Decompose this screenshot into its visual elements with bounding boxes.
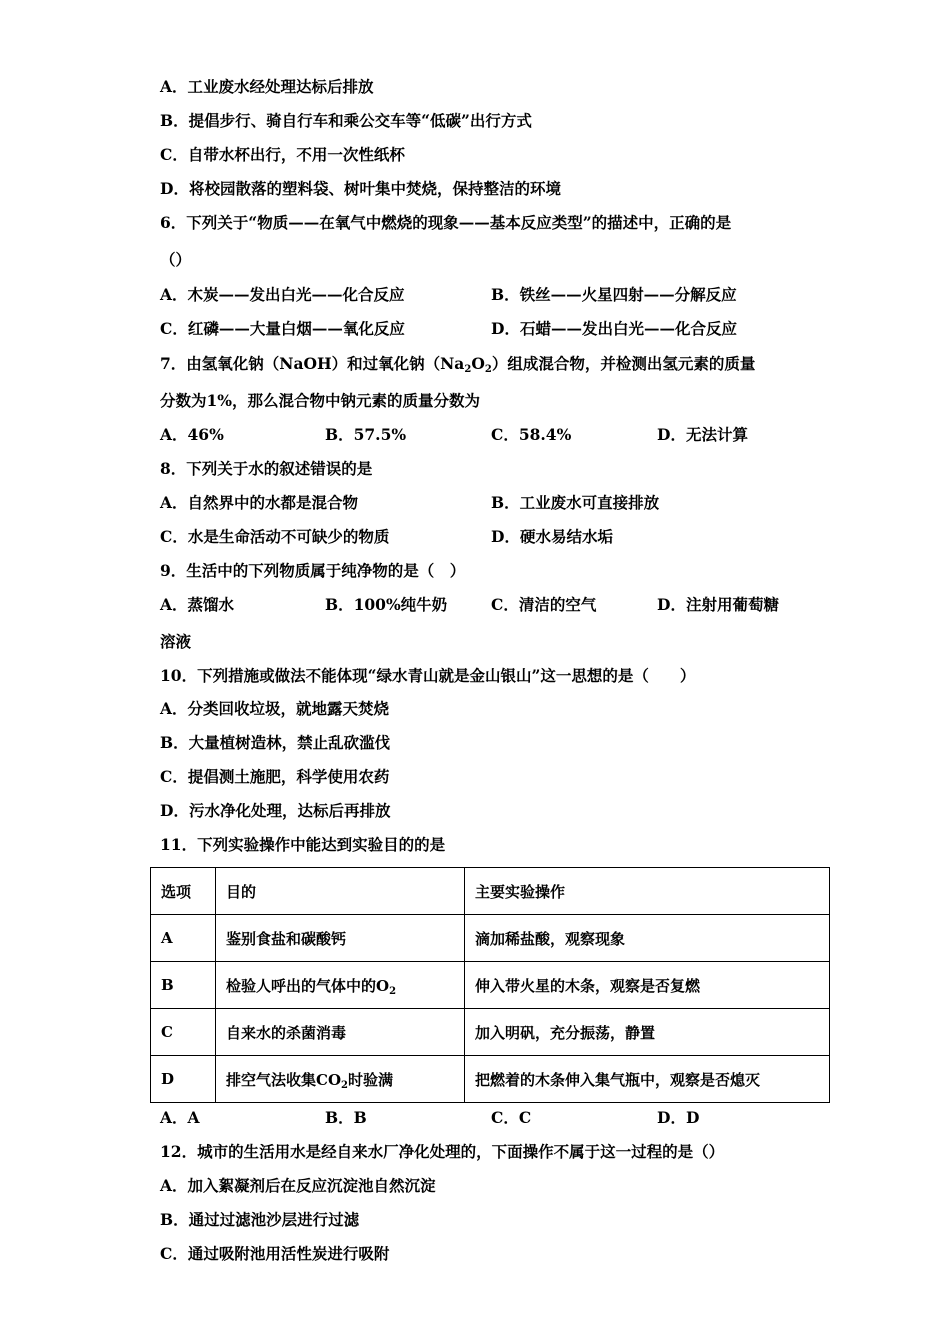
q12-option-c: C．通过吸附池用活性炭进行吸附 [160,1244,390,1263]
q9-option-c: C．清洁的空气 [491,595,597,614]
q11-option-b: B．B [325,1108,367,1127]
q11-stem: 11．下列实验操作中能达到实验目的的是 [160,835,446,854]
q8-option-c: C．水是生命活动不可缺少的物质 [160,527,390,546]
table-cell-option: B [151,962,216,1009]
q10-option-d: D．污水净化处理，达标后再排放 [160,801,391,820]
table-row [151,1009,830,1056]
q7-stem: 7．由氢氧化钠（NaOH）和过氧化钠$(Na_2O_2)$组成混合物，并检测出氢元素的质量 [160,354,756,375]
q6-stem: 6．下列关于“物质——在氧气中燃烧的现象——基本反应类型”的描述中，正确的是 [160,213,732,232]
table-cell-goal: 鉴别食盐和碳酸钙 [216,915,465,962]
q6-option-b: B．铁丝——火星四射——分解反应 [491,285,737,304]
table-row [151,962,830,1009]
q10-option-b: B．大量植树造林，禁止乱砍滥伐 [160,733,391,752]
q12-option-b: B．通过过滤池沙层进行过滤 [160,1210,360,1229]
q8-option-b: B．工业废水可直接排放 [491,493,660,512]
table-header-operation: 主要实验操作 [465,868,830,915]
table-cell-goal: 排空气法收集$CO_2$时验满 [216,1056,465,1103]
q11-option-a: A．A [160,1108,200,1127]
q7-option-c: C．58.4% [491,425,572,444]
q6-option-c: C．红磷——大量白烟——氧化反应 [160,319,405,338]
q12-stem: 12．城市的生活用水是经自来水厂净化处理的，下面操作不属于这一过程的是（） [160,1142,725,1161]
q11-option-c: C．C [491,1108,532,1127]
q6-option-d: D．石蜡——发出白光——化合反应 [491,319,737,338]
table-header-goal: 目的 [216,868,465,915]
q9-stem: 9．生活中的下列物质属于纯净物的是（ ） [160,561,466,580]
q10-option-a: A．分类回收垃圾，就地露天焚烧 [160,699,390,718]
table-header-option: 选项 [151,868,216,915]
q7-option-d: D．无法计算 [657,425,748,444]
q5-option-b: B．提倡步行、骑自行车和乘公交车等“低碳”出行方式 [160,111,532,130]
q9-option-a: A．蒸馏水 [160,595,235,614]
q7-option-b: B．57.5% [325,425,407,444]
q8-option-d: D．硬水易结水垢 [491,527,613,546]
q12-option-a: A．加入絮凝剂后在反应沉淀池自然沉淀 [160,1176,436,1195]
q6-paren: （） [160,250,192,269]
table-cell-option: C [151,1009,216,1056]
q11-option-d: D．D [657,1108,700,1127]
q10-stem: 10．下列措施或做法不能体现“绿水青山就是金山银山”这一思想的是（ ） [160,666,696,685]
q8-option-a: A．自然界中的水都是混合物 [160,493,359,512]
table-cell-operation: 把燃着的木条伸入集气瓶中，观察是否熄灭 [465,1056,830,1103]
q9-option-d: D．注射用葡萄糖 [657,595,779,614]
table-row [151,915,830,962]
q9-option-b: B．100%纯牛奶 [325,595,448,614]
table-header-row [151,868,830,915]
q5-option-c: C．自带水杯出行，不用一次性纸杯 [160,145,405,164]
q7-stem-line2: 分数为1%，那么混合物中钠元素的质量分数为 [160,391,481,410]
q5-option-d: D．将校园散落的塑料袋、树叶集中焚烧，保持整洁的环境 [160,179,561,198]
table-row [151,1056,830,1103]
q10-option-c: C．提倡测土施肥，科学使用农药 [160,767,390,786]
table-cell-operation: 滴加稀盐酸，观察现象 [465,915,830,962]
q5-option-a: A．工业废水经处理达标后排放 [160,77,374,96]
table-cell-goal: 检验人呼出的气体中的$O_2$ [216,962,465,1009]
q9-option-d-continued: 溶液 [160,632,192,651]
q6-option-a: A．木炭——发出白光——化合反应 [160,285,405,304]
experiment-table [150,867,830,1103]
q7-option-a: A．46% [160,425,224,444]
table-cell-operation: 伸入带火星的木条，观察是否复燃 [465,962,830,1009]
table-cell-option: D [151,1056,216,1103]
table-cell-option: A [151,915,216,962]
table-cell-goal: 自来水的杀菌消毒 [216,1009,465,1056]
q8-stem: 8．下列关于水的叙述错误的是 [160,459,373,478]
table-cell-operation: 加入明矾，充分振荡，静置 [465,1009,830,1056]
